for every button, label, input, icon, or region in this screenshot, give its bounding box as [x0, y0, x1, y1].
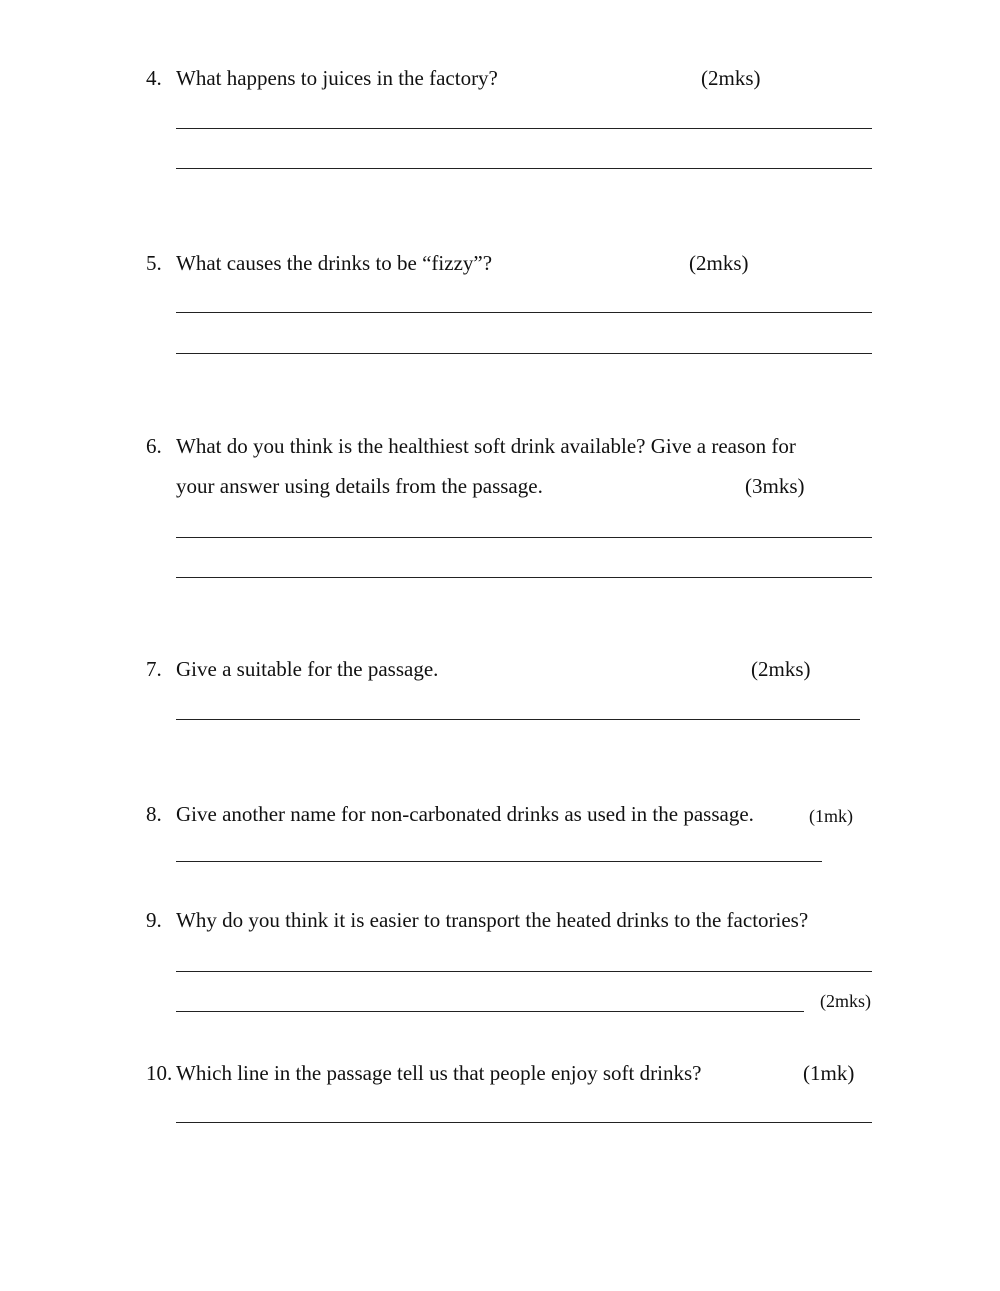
q6-text: What do you think is the healthiest soft drink available? Give a reason for	[176, 434, 796, 458]
q5-answer-line-1[interactable]	[176, 312, 872, 313]
q9-text: Why do you think it is easier to transport the heated drinks to the factories?	[176, 908, 809, 932]
q6-number: 6.	[146, 434, 162, 458]
q4-text: What happens to juices in the factory?	[176, 66, 498, 90]
q9-answer-line-1[interactable]	[176, 971, 872, 972]
q6-text-continued: your answer using details from the passage.	[176, 474, 543, 498]
q5-number: 5.	[146, 251, 162, 275]
q7-number: 7.	[146, 657, 162, 681]
q4-marks: (2mks)	[701, 66, 761, 90]
q9-answer-line-2[interactable]	[176, 1011, 804, 1012]
q10-number: 10.	[146, 1061, 173, 1085]
q6-answer-line-1[interactable]	[176, 537, 872, 538]
q6-answer-line-2[interactable]	[176, 577, 872, 578]
q8-number: 8.	[146, 802, 162, 826]
q8-text: Give another name for non-carbonated drinks as used in the passage.	[176, 802, 754, 826]
q10-marks: (1mk)	[803, 1061, 855, 1085]
q8-marks: (1mk)	[809, 806, 853, 826]
q10-text: Which line in the passage tell us that people enjoy soft drinks?	[176, 1061, 702, 1085]
q5-marks: (2mks)	[689, 251, 749, 275]
q4-answer-line-2[interactable]	[176, 168, 872, 169]
q9-marks: (2mks)	[820, 991, 871, 1011]
q9-number: 9.	[146, 908, 162, 932]
q6-marks: (3mks)	[745, 474, 805, 498]
q5-answer-line-2[interactable]	[176, 353, 872, 354]
q8-answer-line-1[interactable]	[176, 861, 822, 862]
q4-answer-line-1[interactable]	[176, 128, 872, 129]
q4-number: 4.	[146, 66, 162, 90]
q7-text: Give a suitable for the passage.	[176, 657, 439, 681]
q7-marks: (2mks)	[751, 657, 811, 681]
q10-answer-line-1[interactable]	[176, 1122, 872, 1123]
q5-text: What causes the drinks to be “fizzy”?	[176, 251, 493, 275]
q7-answer-line-1[interactable]	[176, 719, 860, 720]
